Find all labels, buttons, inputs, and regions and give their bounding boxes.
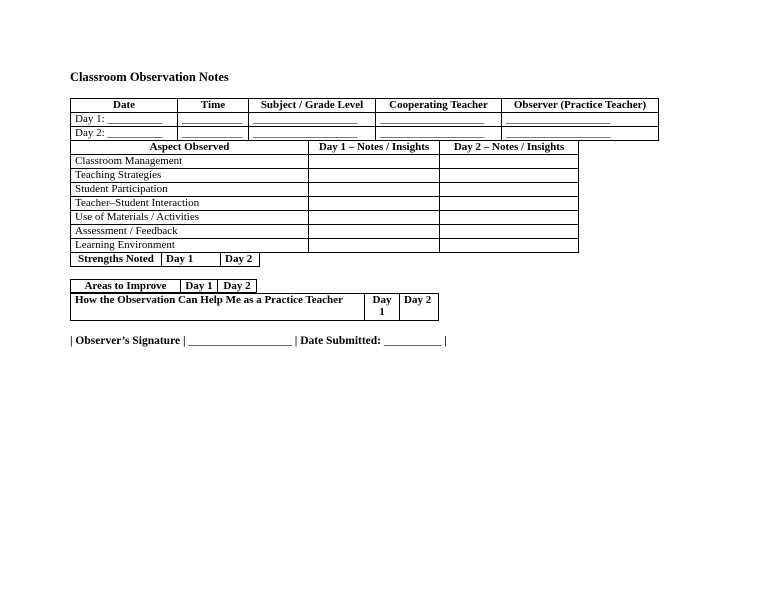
aspect-label: Learning Environment [71,239,309,253]
table-row [71,155,579,169]
header-date: Date [71,99,178,113]
header-subject: Subject / Grade Level [249,99,376,113]
page-title: Classroom Observation Notes [70,70,229,84]
table-row [71,280,257,293]
day2-cooperating-teacher-field[interactable]: ___________________ [376,127,502,141]
day2-notes-cell[interactable] [440,169,579,183]
aspect-label: Teaching Strategies [71,169,309,183]
day2-notes-cell[interactable] [440,211,579,225]
day2-subject-field[interactable]: ___________________ [249,127,376,141]
day1-notes-cell[interactable] [309,239,440,253]
day1-notes-cell[interactable] [309,183,440,197]
table-row [71,183,579,197]
day2-notes-cell[interactable] [440,155,579,169]
info-header-row [71,99,659,113]
day1-cooperating-teacher-field[interactable]: ___________________ [376,113,502,127]
strengths-day2[interactable]: Day 2 [221,253,260,267]
day1-date-field[interactable]: Day 1: __________ [71,113,178,127]
day2-time-field[interactable]: ___________ [178,127,249,141]
day1-notes-cell[interactable] [309,155,440,169]
improve-table [70,279,257,293]
header-day1-notes: Day 1 – Notes / Insights [309,141,440,155]
table-row [71,294,439,321]
day2-observer-field[interactable]: ___________________ [502,127,659,141]
day1-notes-cell[interactable] [309,169,440,183]
observer-signature-label: Observer’s Signature [75,335,181,347]
day1-notes-cell[interactable] [309,197,440,211]
strengths-label: Strengths Noted [71,253,162,267]
signature-line [70,335,447,347]
separator: | [70,335,73,347]
day1-subject-field[interactable]: ___________________ [249,113,376,127]
header-time: Time [178,99,249,113]
help-day1[interactable]: Day 1 [365,294,400,321]
table-row [71,113,659,127]
table-row [71,239,579,253]
day2-notes-cell[interactable] [440,239,579,253]
strengths-day1[interactable]: Day 1 [162,253,221,267]
aspect-label: Classroom Management [71,155,309,169]
header-observer: Observer (Practice Teacher) [502,99,659,113]
header-aspect: Aspect Observed [71,141,309,155]
help-table [70,293,439,321]
aspect-label: Student Participation [71,183,309,197]
day2-notes-cell[interactable] [440,197,579,211]
table-row [71,169,579,183]
aspect-label: Use of Materials / Activities [71,211,309,225]
signature-blank[interactable]: __________________ [188,335,292,347]
improve-day2[interactable]: Day 2 [218,280,257,293]
header-cooperating-teacher: Cooperating Teacher [376,99,502,113]
aspect-label: Assessment / Feedback [71,225,309,239]
table-row [71,127,659,141]
help-day2[interactable]: Day 2 [400,294,439,321]
table-row [71,197,579,211]
separator: | [182,335,186,347]
aspects-table [70,140,579,253]
improve-label: Areas to Improve [71,280,181,293]
day2-notes-cell[interactable] [440,225,579,239]
day1-time-field[interactable]: ___________ [178,113,249,127]
day1-observer-field[interactable]: ___________________ [502,113,659,127]
strengths-table [70,252,260,267]
header-day2-notes: Day 2 – Notes / Insights [440,141,579,155]
separator: | [444,335,447,347]
date-submitted-label: Date Submitted: [300,335,382,347]
day1-notes-cell[interactable] [309,225,440,239]
improve-day1[interactable]: Day 1 [181,280,218,293]
day2-date-field[interactable]: Day 2: __________ [71,127,178,141]
day2-notes-cell[interactable] [440,183,579,197]
table-row [71,253,260,267]
separator: | [294,335,298,347]
table-row [71,225,579,239]
help-label: How the Observation Can Help Me as a Practice Teacher [71,294,365,321]
aspects-header-row [71,141,579,155]
aspect-label: Teacher–Student Interaction [71,197,309,211]
table-row [71,211,579,225]
info-table [70,98,659,141]
date-submitted-blank[interactable]: __________ [383,335,442,347]
day1-notes-cell[interactable] [309,211,440,225]
